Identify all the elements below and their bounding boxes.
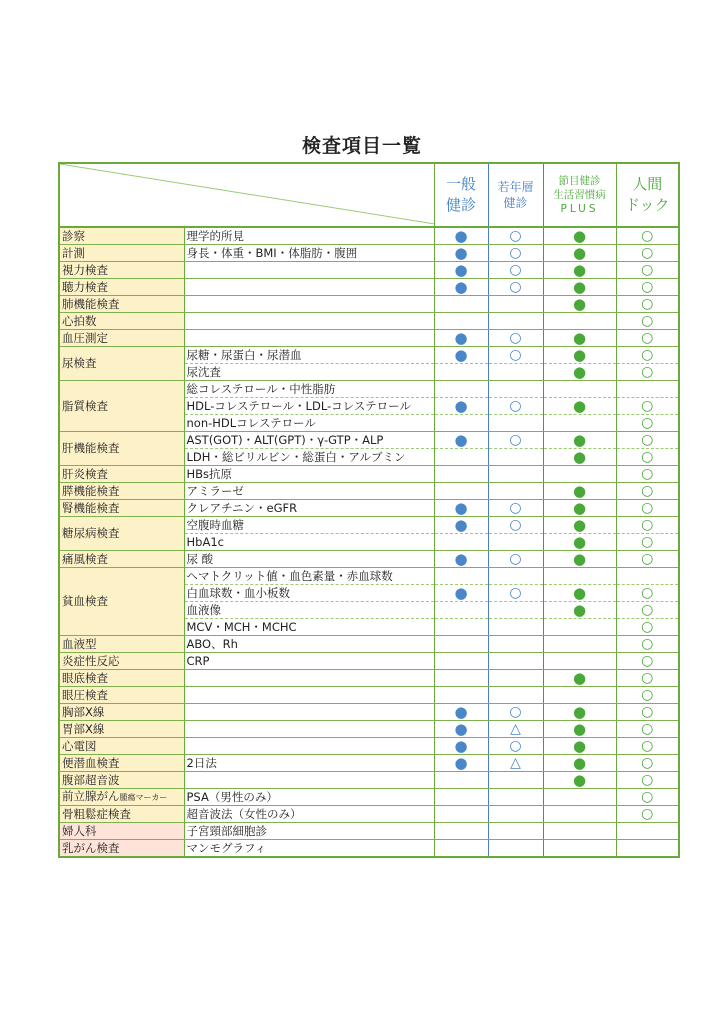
young-checkup-mark: [488, 449, 543, 466]
exam-detail-cell: 白血球数・血小板数: [184, 585, 434, 602]
table-row: [59, 330, 679, 347]
table-row: [59, 653, 679, 670]
human-dock-mark: ○: [616, 636, 679, 653]
header-plus-line2: 生活習慣病: [553, 189, 606, 201]
milestone-plus-mark: ●: [543, 449, 616, 466]
exam-detail-cell: 理学的所見: [184, 227, 434, 245]
table-row: [59, 789, 679, 806]
exam-name-cell: [59, 806, 184, 823]
exam-detail-cell: non-HDLコレステロール: [184, 415, 434, 432]
young-checkup-mark: [488, 619, 543, 636]
exam-name-cell: [59, 330, 184, 347]
table-row: [59, 670, 679, 687]
exam-name: 心電図: [62, 738, 97, 753]
general-checkup-mark: ●: [434, 330, 488, 347]
exam-name: 診察: [62, 228, 85, 243]
exam-detail-cell: 超音波法（女性のみ）: [184, 806, 434, 823]
table-row: [59, 738, 679, 755]
human-dock-mark: ○: [616, 670, 679, 687]
general-checkup-mark: [434, 653, 488, 670]
general-checkup-mark: [434, 670, 488, 687]
exam-detail-cell: CRP: [184, 653, 434, 670]
human-dock-mark: ○: [616, 245, 679, 262]
human-dock-mark: ○: [616, 704, 679, 721]
table-row: [59, 806, 679, 823]
milestone-plus-mark: ●: [543, 602, 616, 619]
page-title: 検査項目一覧: [301, 135, 422, 157]
young-checkup-mark: [488, 823, 543, 840]
exam-name: 膵機能検査: [62, 483, 120, 498]
general-checkup-mark: [434, 602, 488, 619]
exam-detail-cell: [184, 704, 434, 721]
general-checkup-mark: [434, 772, 488, 789]
exam-name: 血液型: [62, 636, 97, 651]
milestone-plus-mark: ●: [543, 585, 616, 602]
header-young-line2: 健診: [503, 196, 528, 210]
exam-name-cell: [59, 840, 184, 858]
milestone-plus-mark: ●: [543, 262, 616, 279]
table-row: [59, 568, 679, 585]
milestone-plus-mark: ●: [543, 330, 616, 347]
milestone-plus-mark: [543, 619, 616, 636]
young-checkup-mark: ○: [488, 347, 543, 364]
exam-detail-cell: 空腹時血糖: [184, 517, 434, 534]
milestone-plus-mark: ●: [543, 500, 616, 517]
young-checkup-mark: [488, 534, 543, 551]
table-row: [59, 432, 679, 449]
exam-name: 糖尿病検査: [62, 526, 120, 540]
exam-name-cell: [59, 483, 184, 500]
table-row: [59, 517, 679, 534]
exam-name: 骨粗鬆症検査: [62, 806, 131, 821]
milestone-plus-mark: [543, 823, 616, 840]
general-checkup-mark: ●: [434, 704, 488, 721]
table-row: [59, 840, 679, 858]
general-checkup-mark: ●: [434, 500, 488, 517]
human-dock-mark: ○: [616, 364, 679, 381]
young-checkup-mark: ○: [488, 500, 543, 517]
milestone-plus-mark: [543, 466, 616, 483]
exam-name-note: 腫瘍マーカー: [119, 793, 168, 802]
human-dock-mark: ○: [616, 227, 679, 245]
milestone-plus-mark: ●: [543, 517, 616, 534]
exam-detail-cell: 尿沈査: [184, 364, 434, 381]
exam-detail-cell: PSA（男性のみ）: [184, 789, 434, 806]
exam-detail-cell: マンモグラフィ: [184, 840, 434, 858]
milestone-plus-mark: ●: [543, 551, 616, 568]
general-checkup-mark: ●: [434, 262, 488, 279]
table-row: [59, 483, 679, 500]
exam-name-cell: [59, 789, 184, 806]
exam-detail-cell: ヘマトクリット値・血色素量・赤血球数: [184, 568, 434, 585]
human-dock-mark: ○: [616, 619, 679, 636]
table-row: [59, 755, 679, 772]
general-checkup-mark: [434, 534, 488, 551]
exam-detail-cell: [184, 670, 434, 687]
exam-name-cell: [59, 551, 184, 568]
general-checkup-mark: [434, 789, 488, 806]
exam-name-cell: [59, 568, 184, 636]
human-dock-mark: ○: [616, 585, 679, 602]
table-row: [59, 551, 679, 568]
table-row: [59, 772, 679, 789]
header-human-dock: [616, 163, 679, 227]
human-dock-mark: ○: [616, 534, 679, 551]
table-row: [59, 687, 679, 704]
exam-name: 貧血検査: [62, 594, 108, 608]
milestone-plus-mark: ●: [543, 670, 616, 687]
young-checkup-mark: [488, 653, 543, 670]
table-row: [59, 296, 679, 313]
human-dock-mark: ○: [616, 551, 679, 568]
milestone-plus-mark: ●: [543, 432, 616, 449]
human-dock-mark: ○: [616, 687, 679, 704]
young-checkup-mark: [488, 483, 543, 500]
exam-detail-cell: [184, 738, 434, 755]
milestone-plus-mark: [543, 568, 616, 585]
header-dock-line2: ドック: [625, 196, 670, 214]
milestone-plus-mark: ●: [543, 364, 616, 381]
human-dock-mark: ○: [616, 517, 679, 534]
young-checkup-mark: △: [488, 755, 543, 772]
exam-name-cell: [59, 670, 184, 687]
table-row: [59, 313, 679, 330]
general-checkup-mark: [434, 806, 488, 823]
general-checkup-mark: [434, 687, 488, 704]
general-checkup-mark: ●: [434, 398, 488, 415]
exam-name-cell: [59, 636, 184, 653]
milestone-plus-mark: [543, 687, 616, 704]
milestone-plus-mark: [543, 789, 616, 806]
general-checkup-mark: [434, 823, 488, 840]
human-dock-mark: ○: [616, 653, 679, 670]
young-checkup-mark: [488, 636, 543, 653]
general-checkup-mark: [434, 840, 488, 858]
exam-detail-cell: [184, 330, 434, 347]
milestone-plus-mark: ●: [543, 721, 616, 738]
human-dock-mark: ○: [616, 772, 679, 789]
exam-detail-cell: HDL-コレステロール・LDL-コレステロール: [184, 398, 434, 415]
header-general-line1: 一般: [445, 175, 476, 193]
exam-name: 眼底検査: [62, 670, 108, 685]
young-checkup-mark: [488, 840, 543, 858]
exam-name-cell: [59, 704, 184, 721]
human-dock-mark: ○: [616, 262, 679, 279]
young-checkup-mark: ○: [488, 330, 543, 347]
young-checkup-mark: △: [488, 721, 543, 738]
human-dock-mark: ○: [616, 415, 679, 432]
human-dock-mark: ○: [616, 738, 679, 755]
exam-name: 聴力検査: [62, 279, 108, 294]
young-checkup-mark: ○: [488, 585, 543, 602]
general-checkup-mark: [434, 466, 488, 483]
exam-detail-cell: [184, 772, 434, 789]
exam-name-cell: [59, 755, 184, 772]
general-checkup-mark: ●: [434, 551, 488, 568]
exam-name-cell: [59, 721, 184, 738]
human-dock-mark: ○: [616, 500, 679, 517]
human-dock-mark: ○: [616, 449, 679, 466]
young-checkup-mark: ○: [488, 432, 543, 449]
exam-name: 胃部X線: [62, 721, 105, 736]
exam-detail-cell: 総コレステロール・中性脂肪: [184, 381, 434, 398]
header-corner-cell: [59, 163, 434, 227]
milestone-plus-mark: ●: [543, 704, 616, 721]
human-dock-mark: ○: [616, 789, 679, 806]
human-dock-mark: ○: [616, 330, 679, 347]
general-checkup-mark: [434, 296, 488, 313]
young-checkup-mark: [488, 789, 543, 806]
exam-name: 肝炎検査: [62, 466, 108, 481]
young-checkup-mark: ○: [488, 262, 543, 279]
exam-name: 腎機能検査: [62, 500, 120, 515]
general-checkup-mark: ●: [434, 227, 488, 245]
exam-name: 尿検査: [62, 356, 97, 370]
table-row: [59, 823, 679, 840]
young-checkup-mark: [488, 772, 543, 789]
human-dock-mark: ○: [616, 279, 679, 296]
human-dock-mark: ○: [616, 602, 679, 619]
young-checkup-mark: [488, 806, 543, 823]
exam-name-cell: [59, 296, 184, 313]
header-plus-line1: 節目健診: [558, 175, 601, 187]
general-checkup-mark: [434, 415, 488, 432]
milestone-plus-mark: ●: [543, 347, 616, 364]
exam-detail-cell: 尿 酸: [184, 551, 434, 568]
young-checkup-mark: ○: [488, 279, 543, 296]
exam-name: 乳がん検査: [62, 840, 120, 855]
header-plus-line3: PLUS: [560, 203, 599, 215]
exam-name: 胸部X線: [62, 704, 105, 719]
human-dock-mark: ○: [616, 313, 679, 330]
young-checkup-mark: [488, 364, 543, 381]
table-row: [59, 227, 679, 245]
general-checkup-mark: ●: [434, 721, 488, 738]
milestone-plus-mark: ●: [543, 534, 616, 551]
general-checkup-mark: ●: [434, 738, 488, 755]
young-checkup-mark: [488, 687, 543, 704]
exam-detail-cell: [184, 721, 434, 738]
exam-name-cell: [59, 262, 184, 279]
young-checkup-mark: ○: [488, 398, 543, 415]
general-checkup-mark: [434, 483, 488, 500]
exam-name: 前立腺がん: [62, 789, 120, 803]
header-young-line1: 若年層: [497, 180, 534, 194]
milestone-plus-mark: [543, 313, 616, 330]
exam-detail-cell: 尿糖・尿蛋白・尿潜血: [184, 347, 434, 364]
young-checkup-mark: ○: [488, 517, 543, 534]
header-dock-line1: 人間: [632, 175, 663, 193]
exam-name-cell: [59, 500, 184, 517]
young-checkup-mark: [488, 568, 543, 585]
table-row: [59, 704, 679, 721]
young-checkup-mark: ○: [488, 738, 543, 755]
exam-name: 血圧測定: [62, 330, 108, 345]
table-row: [59, 466, 679, 483]
young-checkup-mark: ○: [488, 227, 543, 245]
header-milestone-plus: [543, 163, 616, 227]
young-checkup-mark: [488, 296, 543, 313]
exam-detail-cell: [184, 313, 434, 330]
header-young-checkup: [488, 163, 543, 227]
header-row: [59, 163, 679, 227]
exam-name: 便潜血検査: [62, 755, 120, 770]
milestone-plus-mark: ●: [543, 227, 616, 245]
milestone-plus-mark: ●: [543, 398, 616, 415]
milestone-plus-mark: [543, 415, 616, 432]
general-checkup-mark: [434, 449, 488, 466]
exam-name: 婦人科: [62, 823, 97, 838]
human-dock-mark: ○: [616, 721, 679, 738]
milestone-plus-mark: [543, 840, 616, 858]
milestone-plus-mark: ●: [543, 755, 616, 772]
human-dock-mark: [616, 381, 679, 398]
exam-name-cell: [59, 466, 184, 483]
exam-name-cell: [59, 432, 184, 466]
exam-name: 肝機能検査: [62, 441, 120, 455]
general-checkup-mark: [434, 381, 488, 398]
table-row: [59, 279, 679, 296]
milestone-plus-mark: [543, 653, 616, 670]
exam-detail-cell: MCV・MCH・MCHC: [184, 619, 434, 636]
exam-detail-cell: [184, 687, 434, 704]
exam-name: 眼圧検査: [62, 687, 108, 702]
young-checkup-mark: [488, 602, 543, 619]
human-dock-mark: ○: [616, 296, 679, 313]
young-checkup-mark: [488, 670, 543, 687]
general-checkup-mark: ●: [434, 245, 488, 262]
milestone-plus-mark: [543, 381, 616, 398]
table-row: [59, 500, 679, 517]
exam-name-cell: [59, 823, 184, 840]
exam-name-cell: [59, 381, 184, 432]
human-dock-mark: ○: [616, 466, 679, 483]
milestone-plus-mark: ●: [543, 772, 616, 789]
young-checkup-mark: [488, 381, 543, 398]
exam-detail-cell: クレアチニン・eGFR: [184, 500, 434, 517]
human-dock-mark: ○: [616, 483, 679, 500]
general-checkup-mark: [434, 636, 488, 653]
exam-name-cell: [59, 517, 184, 551]
table-row: [59, 721, 679, 738]
exam-name-cell: [59, 687, 184, 704]
exam-name: 心拍数: [62, 313, 97, 328]
exam-detail-cell: アミラーゼ: [184, 483, 434, 500]
table-row: [59, 262, 679, 279]
milestone-plus-mark: ●: [543, 245, 616, 262]
table-row: [59, 636, 679, 653]
human-dock-mark: [616, 823, 679, 840]
exam-detail-cell: ABO、Rh: [184, 636, 434, 653]
table-row: [59, 245, 679, 262]
header-general-line2: 健診: [445, 196, 476, 214]
exam-items-table-wrapper: [58, 162, 678, 877]
exam-name-cell: [59, 347, 184, 381]
exam-detail-cell: [184, 262, 434, 279]
exam-name-cell: [59, 772, 184, 789]
young-checkup-mark: [488, 415, 543, 432]
young-checkup-mark: [488, 313, 543, 330]
exam-detail-cell: [184, 296, 434, 313]
exam-name: 腹部超音波: [62, 772, 120, 787]
exam-detail-cell: HbA1c: [184, 534, 434, 551]
table-row: [59, 347, 679, 364]
general-checkup-mark: [434, 364, 488, 381]
exam-name: 肺機能検査: [62, 296, 120, 311]
exam-detail-cell: [184, 279, 434, 296]
human-dock-mark: [616, 568, 679, 585]
exam-detail-cell: 2日法: [184, 755, 434, 772]
young-checkup-mark: ○: [488, 245, 543, 262]
exam-detail-cell: 身長・体重・BMI・体脂肪・腹囲: [184, 245, 434, 262]
table-body: [59, 227, 679, 857]
milestone-plus-mark: ●: [543, 279, 616, 296]
young-checkup-mark: ○: [488, 551, 543, 568]
exam-name-cell: [59, 227, 184, 245]
milestone-plus-mark: ●: [543, 483, 616, 500]
general-checkup-mark: ●: [434, 755, 488, 772]
exam-detail-cell: 子宮頸部細胞診: [184, 823, 434, 840]
general-checkup-mark: ●: [434, 432, 488, 449]
young-checkup-mark: [488, 466, 543, 483]
human-dock-mark: ○: [616, 347, 679, 364]
general-checkup-mark: ●: [434, 279, 488, 296]
exam-name-cell: [59, 279, 184, 296]
exam-name-cell: [59, 653, 184, 670]
exam-detail-cell: HBs抗原: [184, 466, 434, 483]
exam-detail-cell: 血液像: [184, 602, 434, 619]
general-checkup-mark: [434, 313, 488, 330]
human-dock-mark: ○: [616, 806, 679, 823]
general-checkup-mark: ●: [434, 517, 488, 534]
human-dock-mark: ○: [616, 398, 679, 415]
milestone-plus-mark: [543, 806, 616, 823]
general-checkup-mark: [434, 619, 488, 636]
exam-name: 痛風検査: [62, 551, 108, 566]
exam-name: 炎症性反応: [62, 653, 120, 668]
exam-name: 視力検査: [62, 262, 108, 277]
general-checkup-mark: ●: [434, 347, 488, 364]
table-row: [59, 381, 679, 398]
exam-name-cell: [59, 245, 184, 262]
diagonal-line: [60, 164, 434, 226]
general-checkup-mark: [434, 568, 488, 585]
young-checkup-mark: ○: [488, 704, 543, 721]
exam-items-table: [58, 162, 680, 858]
human-dock-mark: ○: [616, 755, 679, 772]
milestone-plus-mark: [543, 636, 616, 653]
human-dock-mark: ○: [616, 432, 679, 449]
exam-name-cell: [59, 313, 184, 330]
exam-name-cell: [59, 738, 184, 755]
exam-detail-cell: AST(GOT)・ALT(GPT)・γ-GTP・ALP: [184, 432, 434, 449]
exam-name: 脂質検査: [62, 398, 108, 413]
general-checkup-mark: ●: [434, 585, 488, 602]
exam-name: 計測: [62, 245, 85, 260]
exam-detail-cell: LDH・総ビリルビン・総蛋白・アルブミン: [184, 449, 434, 466]
milestone-plus-mark: ●: [543, 738, 616, 755]
milestone-plus-mark: ●: [543, 296, 616, 313]
human-dock-mark: [616, 840, 679, 858]
header-general-checkup: [434, 163, 488, 227]
